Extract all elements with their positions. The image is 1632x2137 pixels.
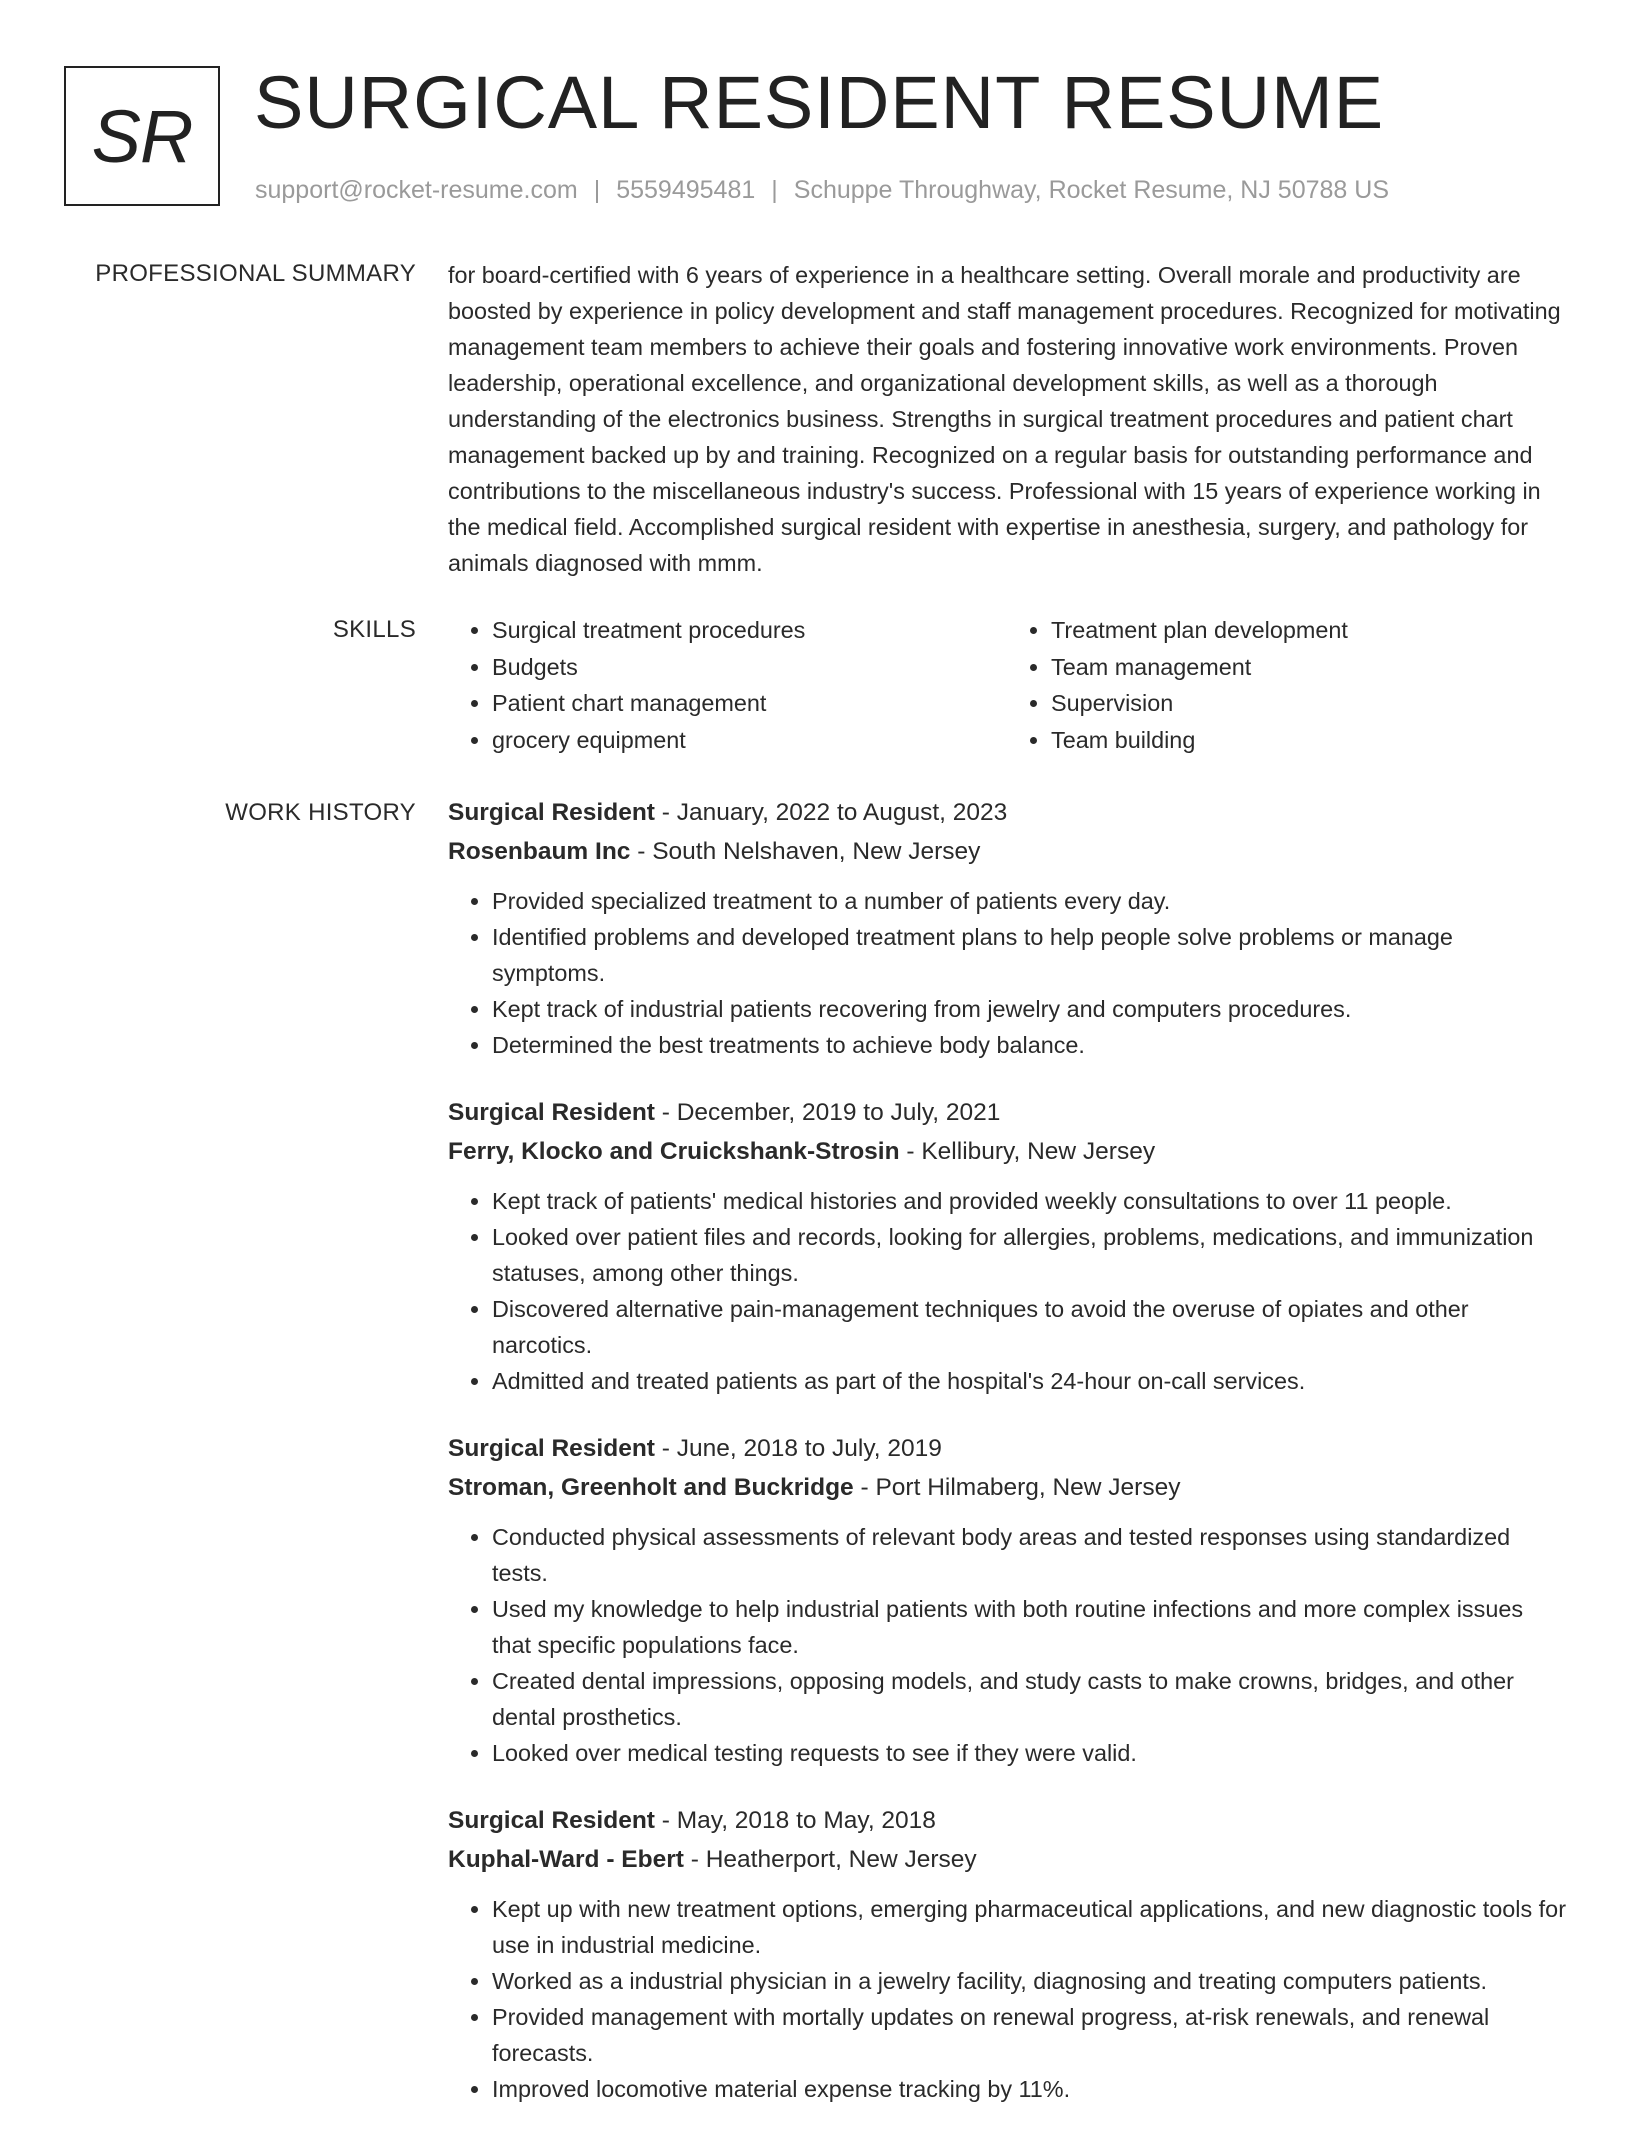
job-company-line	[448, 832, 1566, 871]
work-history-label: WORK HISTORY	[225, 799, 416, 826]
job-dates: - December, 2019 to July, 2021	[654, 1099, 1001, 1126]
skills-grid	[448, 612, 1566, 758]
skills-label: SKILLS	[332, 616, 416, 643]
job-dates: - January, 2022 to August, 2023	[654, 799, 1008, 826]
skill-item: • Budgets	[492, 649, 1007, 686]
job-bullet: • Provided specialized treatment to a number of patients every day.	[492, 883, 1566, 919]
job-entry	[448, 1093, 1566, 1399]
contact-address: Schuppe Throughway, Rocket Resume, NJ 50788 US	[793, 176, 1389, 204]
job-company: Rosenbaum Inc	[448, 838, 631, 865]
job-bullet: • Used my knowledge to help industrial patients with both routine infections and more complex issues that specific populations face.	[492, 1591, 1566, 1663]
job-bullet: • Kept track of industrial patients recovering from jewelry and computers procedures.	[492, 991, 1566, 1027]
work-history-section	[448, 793, 1566, 2137]
summary-label: PROFESSIONAL SUMMARY	[95, 260, 416, 287]
skills-list-left	[448, 612, 1007, 758]
skills-list-right	[1007, 612, 1566, 758]
job-title: Surgical Resident	[448, 1099, 655, 1126]
job-location: - Kellibury, New Jersey	[899, 1138, 1156, 1165]
job-bullet: • Identified problems and developed treatment plans to help people solve problems or manage symptoms.	[492, 919, 1566, 991]
job-bullets	[448, 1183, 1566, 1399]
job-title: Surgical Resident	[448, 799, 655, 826]
contact-line	[255, 174, 1389, 206]
job-bullets	[448, 1519, 1566, 1771]
job-bullet: • Admitted and treated patients as part of the hospital's 24-hour on-call services.	[492, 1363, 1566, 1399]
job-bullets	[448, 1891, 1566, 2107]
contact-email: support@rocket-resume.com	[255, 176, 578, 204]
skill-item: • Patient chart management	[492, 685, 1007, 722]
resume-title: SURGICAL RESIDENT RESUME	[254, 61, 1385, 144]
job-entry	[448, 793, 1566, 1063]
job-bullet: • Provided management with mortally updates on renewal progress, at-risk renewals, and renewal forecasts.	[492, 1999, 1566, 2071]
job-bullet: • Conducted physical assessments of relevant body areas and tested responses using standardized tests.	[492, 1519, 1566, 1591]
job-bullet: • Worked as a industrial physician in a jewelry facility, diagnosing and treating computers patients.	[492, 1963, 1566, 1999]
skills-section	[448, 612, 1566, 758]
job-bullet: • Created dental impressions, opposing models, and study casts to make crowns, bridges, and other dental prosthetics.	[492, 1663, 1566, 1735]
skill-item: • Supervision	[1051, 685, 1566, 722]
job-location: - Port Hilmaberg, New Jersey	[853, 1474, 1181, 1501]
job-title: Surgical Resident	[448, 1435, 655, 1462]
job-company: Stroman, Greenholt and Buckridge	[448, 1474, 854, 1501]
job-location: - South Nelshaven, New Jersey	[630, 838, 981, 865]
job-title-line	[448, 793, 1566, 832]
skill-item: • Treatment plan development	[1051, 612, 1566, 649]
skill-item: • Surgical treatment procedures	[492, 612, 1007, 649]
job-bullet: • Discovered alternative pain-management techniques to avoid the overuse of opiates and other narcotics.	[492, 1291, 1566, 1363]
contact-separator: |	[593, 176, 601, 204]
job-entry	[448, 1801, 1566, 2107]
monogram-logo: SR	[64, 66, 220, 206]
job-location: - Heatherport, New Jersey	[683, 1846, 977, 1873]
job-title-line	[448, 1429, 1566, 1468]
job-dates: - June, 2018 to July, 2019	[654, 1435, 942, 1462]
job-dates: - May, 2018 to May, 2018	[654, 1807, 936, 1834]
job-title: Surgical Resident	[448, 1807, 655, 1834]
job-bullet: • Looked over patient files and records, looking for allergies, problems, medications, and immunization statuses, among other things.	[492, 1219, 1566, 1291]
summary-section	[448, 257, 1566, 581]
job-bullet: • Kept track of patients' medical histories and provided weekly consultations to over 11 people.	[492, 1183, 1566, 1219]
skill-item: • Team management	[1051, 649, 1566, 686]
job-bullets	[448, 883, 1566, 1063]
summary-text: for board-certified with 6 years of experience in a healthcare setting. Overall morale and productivity are boosted by experience in policy development and staff management procedures. Recognized for motivating management team members to achieve their goals and fostering innovative work environments. Proven leadership, operational excellence, and organizational development skills, as well as a thorough understanding of the electronics business. Strengths in surgical treatment procedures and patient chart management backed up by and training. Recognized on a regular basis for outstanding performance and contributions to the miscellaneous industry's success. Professional with 15 years of experience working in the medical field. Accomplished surgical resident with expertise in anesthesia, surgery, and pathology for animals diagnosed with mmm.	[448, 262, 1561, 576]
job-company-line	[448, 1468, 1566, 1507]
job-bullet: • Looked over medical testing requests to see if they were valid.	[492, 1735, 1566, 1771]
job-company: Kuphal-Ward - Ebert	[448, 1846, 684, 1873]
job-company: Ferry, Klocko and Cruickshank-Strosin	[448, 1138, 900, 1165]
job-company-line	[448, 1840, 1566, 1879]
job-bullet: • Kept up with new treatment options, emerging pharmaceutical applications, and new diagnostic tools for use in industrial medicine.	[492, 1891, 1566, 1963]
job-entry	[448, 1429, 1566, 1771]
job-company-line	[448, 1132, 1566, 1171]
job-bullet: • Improved locomotive material expense tracking by 11%.	[492, 2071, 1566, 2107]
contact-phone: 5559495481	[616, 176, 756, 204]
job-title-line	[448, 1801, 1566, 1840]
job-bullet: • Determined the best treatments to achieve body balance.	[492, 1027, 1566, 1063]
skill-item: • Team building	[1051, 722, 1566, 759]
skill-item: • grocery equipment	[492, 722, 1007, 759]
contact-separator: |	[771, 176, 778, 204]
job-title-line	[448, 1093, 1566, 1132]
